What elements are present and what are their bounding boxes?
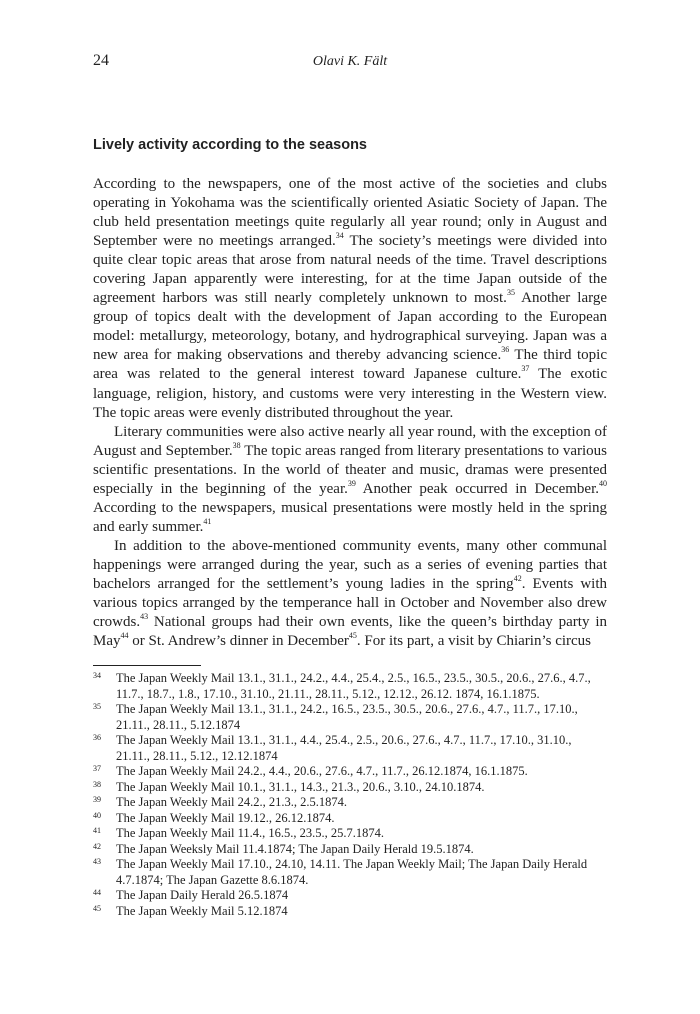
footnote bbox=[93, 888, 607, 904]
footnote-text: The Japan Weekly Mail 13.1., 31.1., 24.2., 4.4., 25.4., 2.5., 16.5., 23.5., 30.5., 20.6., 27.6., 4.7., 11.7., 18.7., 1.8., 17.10., 31.10., 21.11., 28.11., 5.12., 12.12., 26.12. 1874, 16.1.1875. bbox=[116, 671, 591, 701]
footnote-text: The Japan Weekly Mail 11.4., 16.5., 23.5., 25.7.1874. bbox=[116, 826, 385, 840]
text-run: According to the newspapers, one of the most active of the societies and clubs operating in Yokohama was the scientifically oriented Asiatic Society of Japan. The club held presentation meetings quite regularly all year round; only in August and September were no meetings arranged. bbox=[93, 176, 607, 250]
text-run: Another large group of topics dealt with the development of Japan according to the European model: metallurgy, meteorology, botany, and hydrographical surveying. Japan was a new area for making observations and thereby advancing science. bbox=[93, 290, 607, 364]
footnote-text: The Japan Weekly Mail 24.2., 4.4., 20.6., 27.6., 4.7., 11.7., 26.12.1874, 16.1.1875. bbox=[116, 764, 528, 778]
footnote-ref: 39 bbox=[347, 478, 356, 488]
footnote bbox=[93, 857, 607, 888]
footnote-ref: 34 bbox=[335, 231, 344, 241]
footnote bbox=[93, 842, 607, 858]
text-run: . Events with various topics arranged by the temperance hall in October and November also drew crowds. bbox=[93, 575, 607, 631]
footnote-number: 39 bbox=[93, 795, 101, 804]
text-run: National groups had their own events, like the queen’s birthday party in May bbox=[93, 614, 607, 650]
text-run: The society’s meetings were divided into quite clear topic areas that arose from natural needs of the time. Travel descriptions covering Japan apparently were interesting, for at the time Japan outside of the agreement harbors was still nearly completely unknown to most. bbox=[93, 233, 607, 307]
footnote bbox=[93, 811, 607, 827]
footnote-ref: 37 bbox=[521, 364, 530, 374]
body-paragraph bbox=[93, 423, 607, 537]
text-run: Literary communities were also active nearly all year round, with the exception of August and September. bbox=[93, 423, 607, 459]
footnote-text: The Japan Weekly Mail 19.12., 26.12.1874. bbox=[116, 810, 335, 825]
footnote-text: The Japan Weekly Mail 13.1., 31.1., 4.4., 25.4., 2.5., 20.6., 27.6., 4.7., 11.7., 17.10., 31.10., 21.11., 28.11., 5.12., 12.12.1874 bbox=[116, 733, 572, 763]
text-run: The third topic area was related to the general interest toward Japanese culture. bbox=[93, 347, 607, 383]
text-run: Another peak occurred in December. bbox=[355, 480, 599, 497]
text-run: In addition to the above-mentioned community events, many other communal happenings were arranged during the year, such as a series of evening parties that bachelors arranged for the settlement’s young ladies in the spring bbox=[93, 537, 607, 592]
footnotes bbox=[93, 671, 607, 919]
footnote-number: 38 bbox=[93, 779, 101, 789]
footnote bbox=[93, 733, 607, 764]
footnote-ref: 44 bbox=[120, 631, 129, 641]
footnote bbox=[93, 904, 607, 920]
footnote-number: 37 bbox=[93, 764, 101, 773]
footnote-ref: 41 bbox=[203, 516, 212, 526]
footnote-number: 45 bbox=[93, 903, 101, 913]
footnote-text: The Japan Weekly Mail 10.1., 31.1., 14.3., 21.3., 20.6., 3.10., 24.10.1874. bbox=[116, 779, 485, 794]
footnote-text: The Japan Weeksly Mail 11.4.1874; The Japan Daily Herald 19.5.1874. bbox=[116, 841, 474, 856]
footnote-ref: 38 bbox=[232, 440, 241, 450]
footnote-text: The Japan Daily Herald 26.5.1874 bbox=[116, 888, 289, 902]
footnote bbox=[93, 764, 607, 780]
footnote-text: The Japan Weekly Mail 17.10., 24.10, 14.11. The Japan Weekly Mail; The Japan Daily Herald 4.7.1874; The Japan Gazette 8.6.1874. bbox=[116, 857, 588, 887]
text-run: . For its part, a visit by Chiarin’s circus bbox=[356, 633, 592, 650]
footnote-text: The Japan Weekly Mail 24.2., 21.3., 2.5.1874. bbox=[116, 795, 348, 809]
footnote-text: The Japan Weekly Mail 5.12.1874 bbox=[116, 903, 288, 918]
page-header bbox=[93, 52, 607, 76]
footnote-number: 34 bbox=[93, 671, 101, 680]
body-text bbox=[93, 175, 607, 651]
footnote-divider bbox=[93, 665, 201, 666]
footnote-number: 41 bbox=[93, 826, 101, 835]
footnote-ref: 43 bbox=[140, 612, 149, 622]
footnote-number: 40 bbox=[93, 810, 101, 820]
running-head: Olavi K. Fält bbox=[312, 54, 388, 69]
footnote-ref: 40 bbox=[599, 478, 607, 488]
footnote-ref: 36 bbox=[501, 345, 510, 355]
footnote bbox=[93, 826, 607, 842]
footnote-number: 42 bbox=[93, 841, 101, 851]
footnote-number: 44 bbox=[93, 888, 101, 897]
footnote bbox=[93, 795, 607, 811]
page-number: 24 bbox=[93, 52, 109, 69]
footnote-number: 35 bbox=[93, 702, 101, 711]
text-run: According to the newspapers, musical presentations were mostly held in the spring and early summer. bbox=[93, 499, 607, 535]
section-heading: Lively activity according to the seasons bbox=[93, 137, 367, 153]
footnote-ref: 42 bbox=[513, 573, 522, 583]
text-run: The exotic language, religion, history, and customs were very interesting in the Western view. The topic areas were evenly distributed throughout the year. bbox=[93, 366, 607, 421]
body-paragraph bbox=[93, 537, 607, 651]
footnote-text: The Japan Weekly Mail 13.1., 31.1., 24.2., 16.5., 23.5., 30.5., 20.6., 27.6., 4.7., 11.7., 17.10., 21.11., 28.11., 5.12.1874 bbox=[116, 702, 578, 732]
footnote-number: 43 bbox=[93, 857, 101, 866]
footnote bbox=[93, 780, 607, 796]
footnote bbox=[93, 671, 607, 702]
body-paragraph bbox=[93, 175, 607, 423]
footnote-ref: 45 bbox=[348, 631, 357, 641]
text-run: or St. Andrew’s dinner in December bbox=[128, 633, 349, 650]
footnote bbox=[93, 702, 607, 733]
footnote-number: 36 bbox=[93, 733, 101, 742]
footnote-ref: 35 bbox=[506, 288, 515, 298]
text-run: The topic areas ranged from literary presentations to various scientific presentations. In the world of theater and music, dramas were presented especially in the beginning of the year. bbox=[93, 442, 607, 497]
